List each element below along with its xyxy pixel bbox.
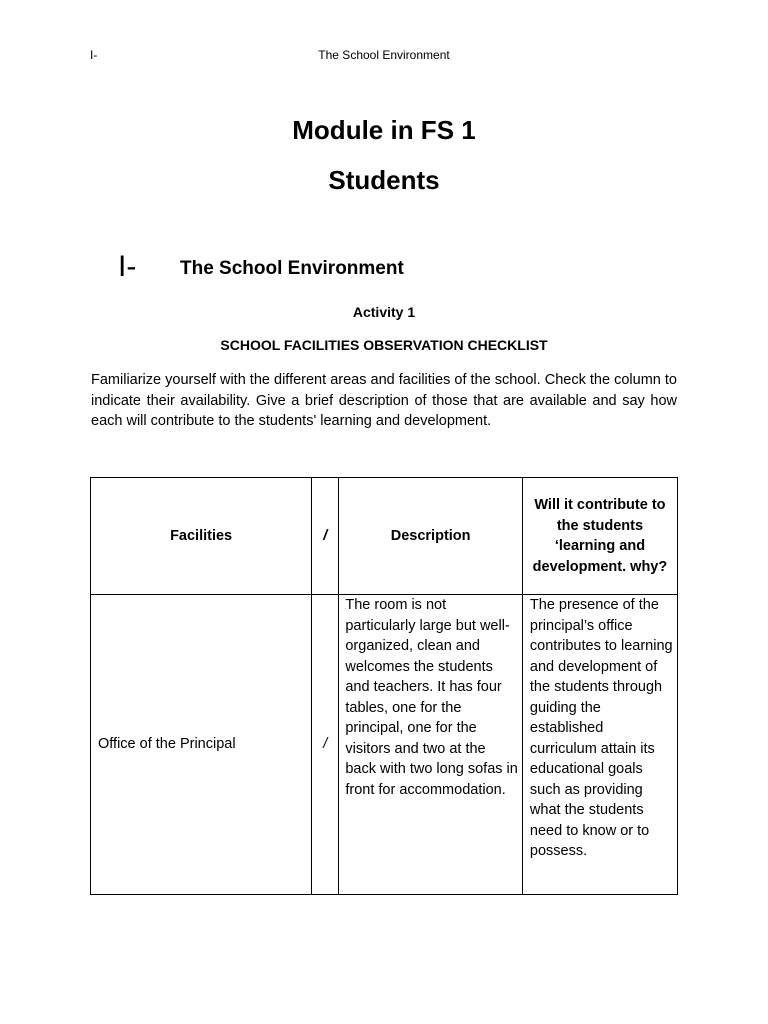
page-header-title: The School Environment: [318, 48, 450, 62]
page-header-section-number: I-: [90, 48, 98, 62]
table-row: [91, 595, 678, 895]
checklist-title: SCHOOL FACILITIES OBSERVATION CHECKLIST: [220, 337, 548, 353]
availability-check: /: [312, 595, 339, 895]
header-check: /: [312, 478, 339, 595]
facilities-checklist-table: [90, 477, 678, 895]
facility-name: Office of the Principal: [91, 595, 312, 895]
activity-label: Activity 1: [352, 304, 416, 320]
module-title: Module in FS 1: [292, 115, 476, 145]
section-title: The School Environment: [180, 258, 404, 279]
facility-contribution: The presence of the principal’s office contributes to learning and development of the students through guiding the established curriculum attain its educational goals such as providing what the students need to know or to possess.: [522, 595, 677, 895]
header-contribution: Will it contribute to the students ‘learning and development. why?: [522, 478, 677, 595]
module-subtitle: Students: [328, 165, 440, 195]
instructions-paragraph: Familiarize yourself with the different areas and facilities of the school. Check the column to indicate their availability. Give a brief description of those that are available and say how each will contribute to the students' learning and development.: [91, 372, 677, 429]
facility-description: The room is not particularly large but well-organized, clean and welcomes the students and teachers. It has four tables, one for the principal, one for the visitors and two at the back with two long sofas in front for accommodation.: [339, 595, 523, 895]
header-facilities: Facilities: [91, 478, 312, 595]
table-header-row: [91, 478, 678, 595]
section-number: I-: [118, 250, 137, 283]
header-description: Description: [339, 478, 523, 595]
